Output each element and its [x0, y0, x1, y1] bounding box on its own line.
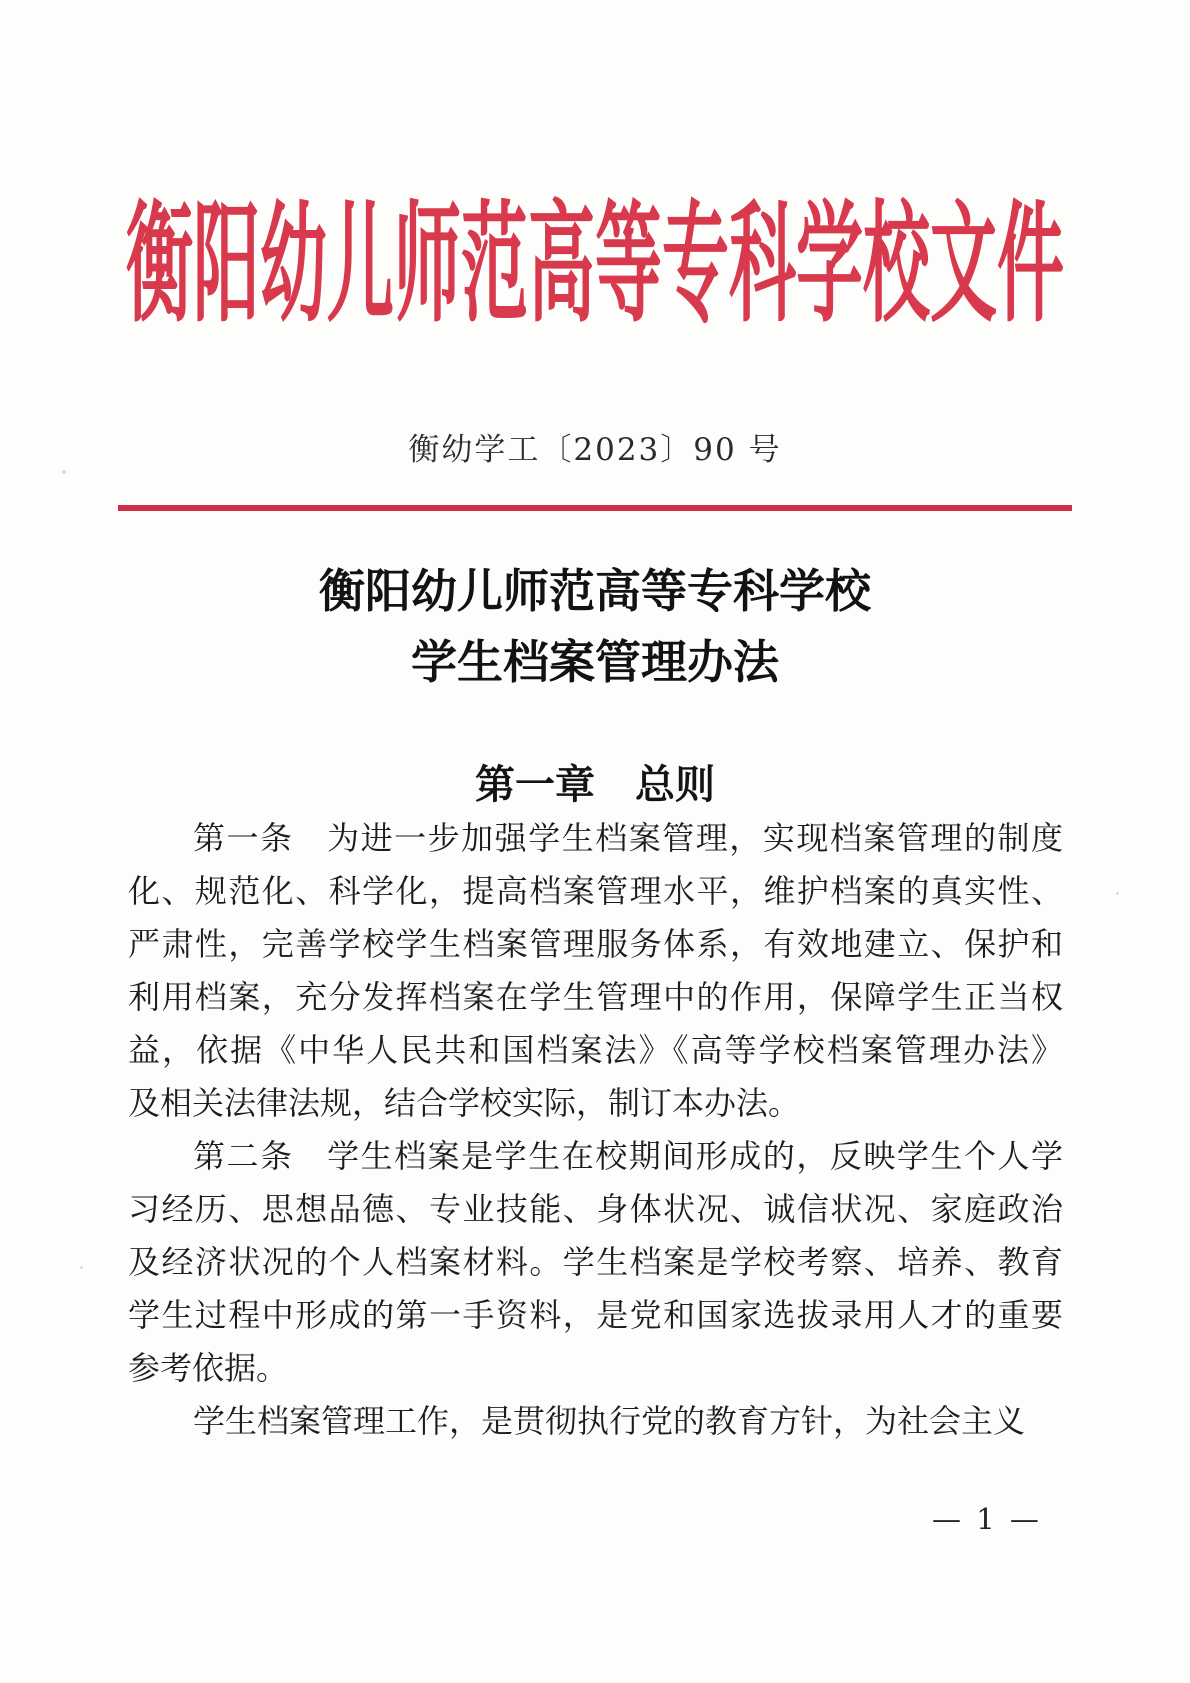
- body-line: 及相关法律法规，结合学校实际，制订本办法。: [128, 1084, 801, 1122]
- body-line: 参考依据。: [128, 1349, 289, 1387]
- red-divider-line: [118, 505, 1072, 511]
- org-banner-title: 衡阳幼儿师范高等专科学校文件: [126, 186, 1064, 341]
- document-title: [0, 556, 1190, 698]
- scan-speck: [80, 1266, 83, 1269]
- document-number: 衡幼学工〔2023〕90 号: [408, 432, 782, 468]
- body-line: 利用档案，充分发挥档案在学生管理中的作用，保障学生正当权: [128, 978, 1063, 1016]
- body-line: 学生过程中形成的第一手资料，是党和国家选拔录用人才的重要: [128, 1296, 1063, 1334]
- body-line: 第二条 学生档案是学生在校期间形成的，反映学生个人学: [193, 1137, 1063, 1175]
- chapter-heading: 第一章 总则: [475, 761, 715, 808]
- document-title-line1: 衡阳幼儿师范高等专科学校: [319, 564, 871, 618]
- page-number: — 1 —: [932, 1502, 1042, 1536]
- body-line: 化、规范化、科学化，提高档案管理水平，维护档案的真实性、: [128, 872, 1063, 910]
- document-title-line2: 学生档案管理办法: [411, 635, 779, 689]
- body-line: 及经济状况的个人档案材料。学生档案是学校考察、培养、教育: [128, 1243, 1063, 1281]
- scan-speck: [62, 470, 66, 474]
- body-text: [128, 812, 1063, 1448]
- body-line: 第一条 为进一步加强学生档案管理，实现档案管理的制度: [193, 819, 1063, 857]
- body-line: 严肃性，完善学校学生档案管理服务体系，有效地建立、保护和: [128, 925, 1063, 963]
- body-line: 学生档案管理工作，是贯彻执行党的教育方针，为社会主义: [193, 1402, 1026, 1440]
- body-line: 益，依据《中华人民共和国档案法》《高等学校档案管理办法》: [128, 1031, 1063, 1069]
- scan-speck: [1116, 892, 1119, 895]
- body-line: 习经历、思想品德、专业技能、身体状况、诚信状况、家庭政治: [128, 1190, 1063, 1228]
